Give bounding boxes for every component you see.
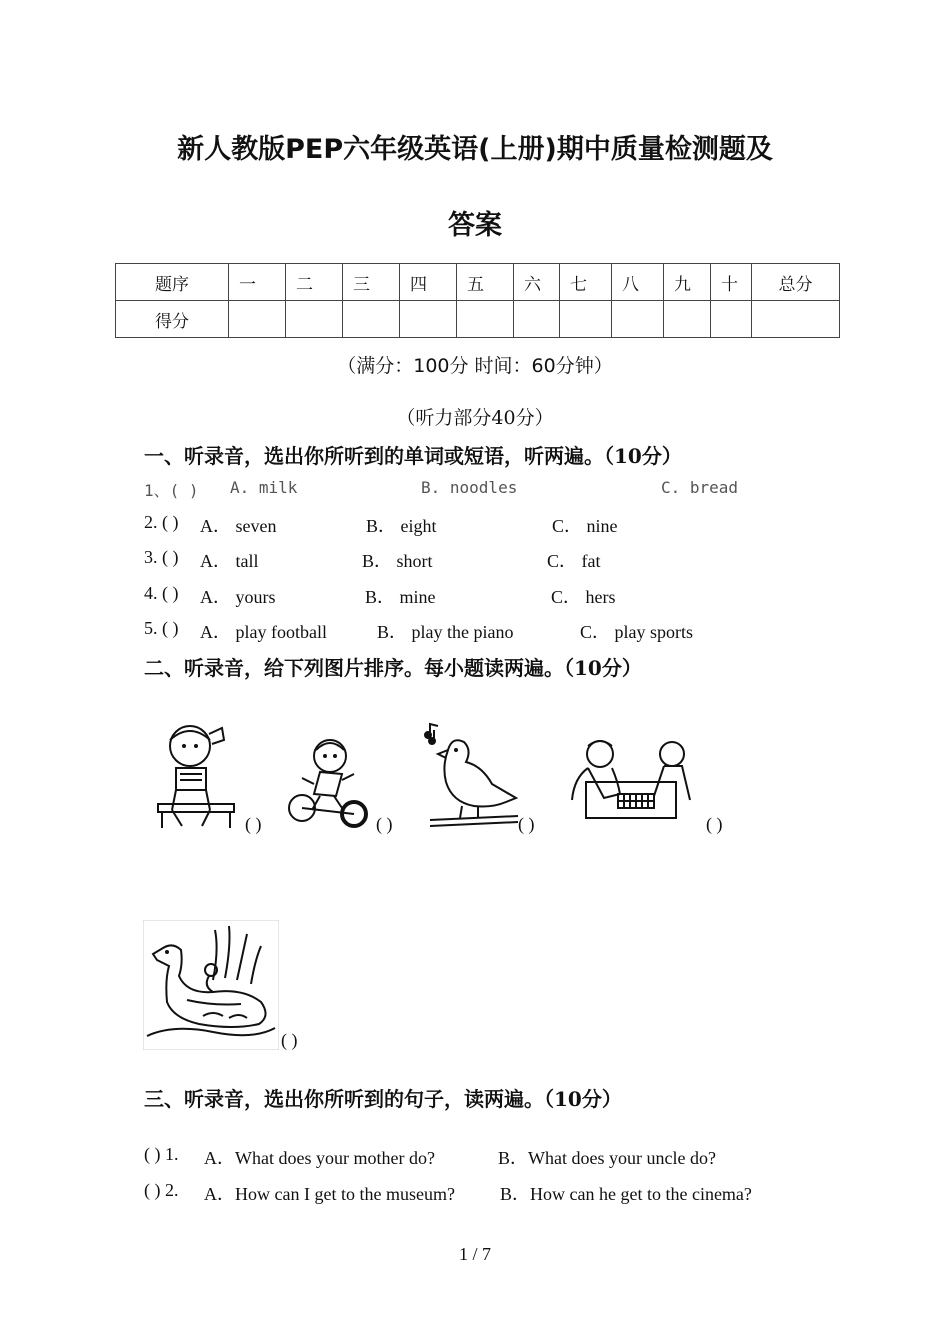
- option-a: A． tall: [200, 551, 259, 571]
- score-input-cell[interactable]: [286, 301, 343, 338]
- answer-blank[interactable]: ( ): [376, 814, 393, 834]
- score-input-cell[interactable]: [229, 301, 286, 338]
- score-table-score-row: [116, 301, 840, 338]
- score-input-cell[interactable]: [711, 301, 752, 338]
- option-a: A．What does your mother do?: [204, 1148, 435, 1168]
- section3-heading: 三、听录音，选出你所听到的句子，读两遍。（10分）: [144, 1087, 622, 1111]
- question-number: 4. ( ): [144, 583, 179, 603]
- table-cell: 二: [286, 264, 343, 301]
- option-a: A． yours: [200, 587, 276, 607]
- section1-heading: 一、听录音，选出你所听到的单词或短语，听两遍。（10分）: [144, 444, 682, 468]
- answer-blank[interactable]: ( ): [281, 1030, 298, 1050]
- chess-players-picture: [564, 738, 704, 824]
- page-number: 1 / 7: [458, 1244, 491, 1264]
- option-a: A. milk: [230, 478, 298, 497]
- option-a: A． seven: [200, 516, 277, 536]
- option-b: B．What does your uncle do?: [498, 1148, 716, 1168]
- question-number: ( ) 1.: [144, 1144, 179, 1164]
- option-c: C． hers: [551, 587, 616, 607]
- option-b: B．How can he get to the cinema?: [500, 1184, 752, 1204]
- bird-picture: [422, 722, 522, 830]
- option-a: A．How can I get to the museum?: [204, 1184, 455, 1204]
- question-number: 5. ( ): [144, 618, 179, 638]
- section2-heading: 二、听录音，给下列图片排序。每小题读两遍。（10分）: [144, 656, 642, 680]
- table-cell: 八: [612, 264, 664, 301]
- score-input-cell[interactable]: [560, 301, 612, 338]
- table-cell: 一: [229, 264, 286, 301]
- score-input-cell[interactable]: [612, 301, 664, 338]
- score-table: [115, 263, 840, 338]
- answer-blank[interactable]: ( ): [245, 814, 262, 834]
- option-b: B. noodles: [421, 478, 518, 497]
- question-number: ( ) 2.: [144, 1180, 179, 1200]
- option-b: B． mine: [365, 587, 436, 607]
- table-cell: 得分: [116, 301, 229, 338]
- table-cell: 题序: [116, 264, 229, 301]
- option-b: B． eight: [366, 516, 437, 536]
- table-cell: 总分: [752, 264, 840, 301]
- page-title-continued: 答案: [448, 210, 502, 241]
- question-number: 3. ( ): [144, 547, 179, 567]
- score-input-cell[interactable]: [514, 301, 560, 338]
- duck-picture: [143, 920, 279, 1050]
- exam-info: （满分：100分 时间：60分钟）: [337, 355, 613, 377]
- score-input-cell[interactable]: [457, 301, 514, 338]
- table-cell: 七: [560, 264, 612, 301]
- option-c: C. bread: [661, 478, 739, 497]
- answer-blank[interactable]: ( ): [706, 814, 723, 834]
- option-b: B． short: [362, 551, 433, 571]
- question-number: 1、( ): [144, 481, 199, 500]
- option-c: C． play sports: [580, 622, 694, 642]
- score-input-cell[interactable]: [343, 301, 400, 338]
- page-title: 新人教版PEP六年级英语(上册)期中质量检测题及: [177, 134, 773, 165]
- table-cell: 六: [514, 264, 560, 301]
- table-cell: 四: [400, 264, 457, 301]
- girl-reading-picture: [152, 718, 242, 833]
- score-table-header-row: [116, 264, 840, 301]
- listening-part-label: （听力部分40分）: [396, 407, 554, 429]
- option-c: C． fat: [547, 551, 601, 571]
- option-c: C． nine: [552, 516, 618, 536]
- answer-blank[interactable]: ( ): [518, 814, 535, 834]
- question-number: 2. ( ): [144, 512, 179, 532]
- score-input-cell[interactable]: [400, 301, 457, 338]
- table-cell: 九: [664, 264, 711, 301]
- option-b: B． play the piano: [377, 622, 514, 642]
- table-cell: 三: [343, 264, 400, 301]
- table-cell: 五: [457, 264, 514, 301]
- boy-tricycle-picture: [284, 734, 374, 830]
- option-a: A． play football: [200, 622, 327, 642]
- score-input-cell[interactable]: [664, 301, 711, 338]
- score-input-cell[interactable]: [752, 301, 840, 338]
- table-cell: 十: [711, 264, 752, 301]
